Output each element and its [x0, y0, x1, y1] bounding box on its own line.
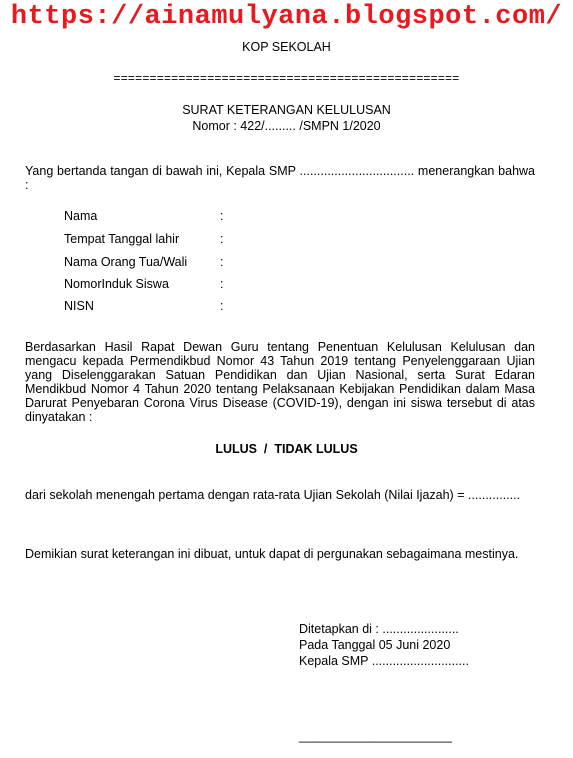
- signature-line: ______________________: [299, 729, 452, 743]
- signature-place: Ditetapkan di : ......................: [299, 622, 459, 636]
- signature-date: Pada Tanggal 05 Juni 2020: [299, 638, 451, 652]
- field-colon: :: [220, 232, 224, 246]
- field-colon: :: [220, 277, 224, 291]
- field-colon: :: [220, 209, 224, 223]
- field-colon: :: [220, 299, 224, 313]
- signature-title: Kepala SMP ............................: [299, 654, 469, 668]
- letter-title: SURAT KETERANGAN KELULUSAN: [182, 103, 391, 117]
- watermark-url: https://ainamulyana.blogspot.com/: [10, 2, 563, 32]
- field-label-orang-tua: Nama Orang Tua/Wali: [64, 255, 188, 269]
- basis-paragraph: Berdasarkan Hasil Rapat Dewan Guru tentang Penentuan Kelulusan Kelulusan dan mengacu kepada Permendikbud Nomor 43 Tahun 2019 tentang Penyelenggaraan Ujian yang Diselenggarakan Satuan Pendidikan dan Ujian Nasional, serta Surat Edaran Mendikbud Nomor 4 Tahun 2020 tentang Pelaksanaan Kebijakan Pendidikan dalam Masa Darurat Penyebaran Corona Virus Disease (COVID-19), dengan ini siswa tersebut di atas dinyatakan :: [25, 340, 535, 424]
- field-label-nisn: NISN: [64, 299, 94, 313]
- kop-sekolah: KOP SEKOLAH: [242, 40, 331, 54]
- field-label-nomor-induk: NomorInduk Siswa: [64, 277, 169, 291]
- field-label-nama: Nama: [64, 209, 98, 223]
- field-colon: :: [220, 255, 224, 269]
- result-status: LULUS / TIDAK LULUS: [215, 442, 358, 456]
- average-score-paragraph: dari sekolah menengah pertama dengan rata-rata Ujian Sekolah (Nilai Ijazah) = ...............: [25, 488, 521, 502]
- closing-paragraph: Demikian surat keterangan ini dibuat, untuk dapat di pergunakan sebagaimana mestinya.: [25, 547, 519, 561]
- intro-paragraph: Yang bertanda tangan di bawah ini, Kepala SMP ................................. menerangkan bahwa :: [25, 164, 535, 192]
- letter-number: Nomor : 422/......... /SMPN 1/2020: [192, 119, 381, 133]
- field-label-ttl: Tempat Tanggal lahir: [64, 232, 180, 246]
- header-divider: ================================================: [113, 71, 460, 85]
